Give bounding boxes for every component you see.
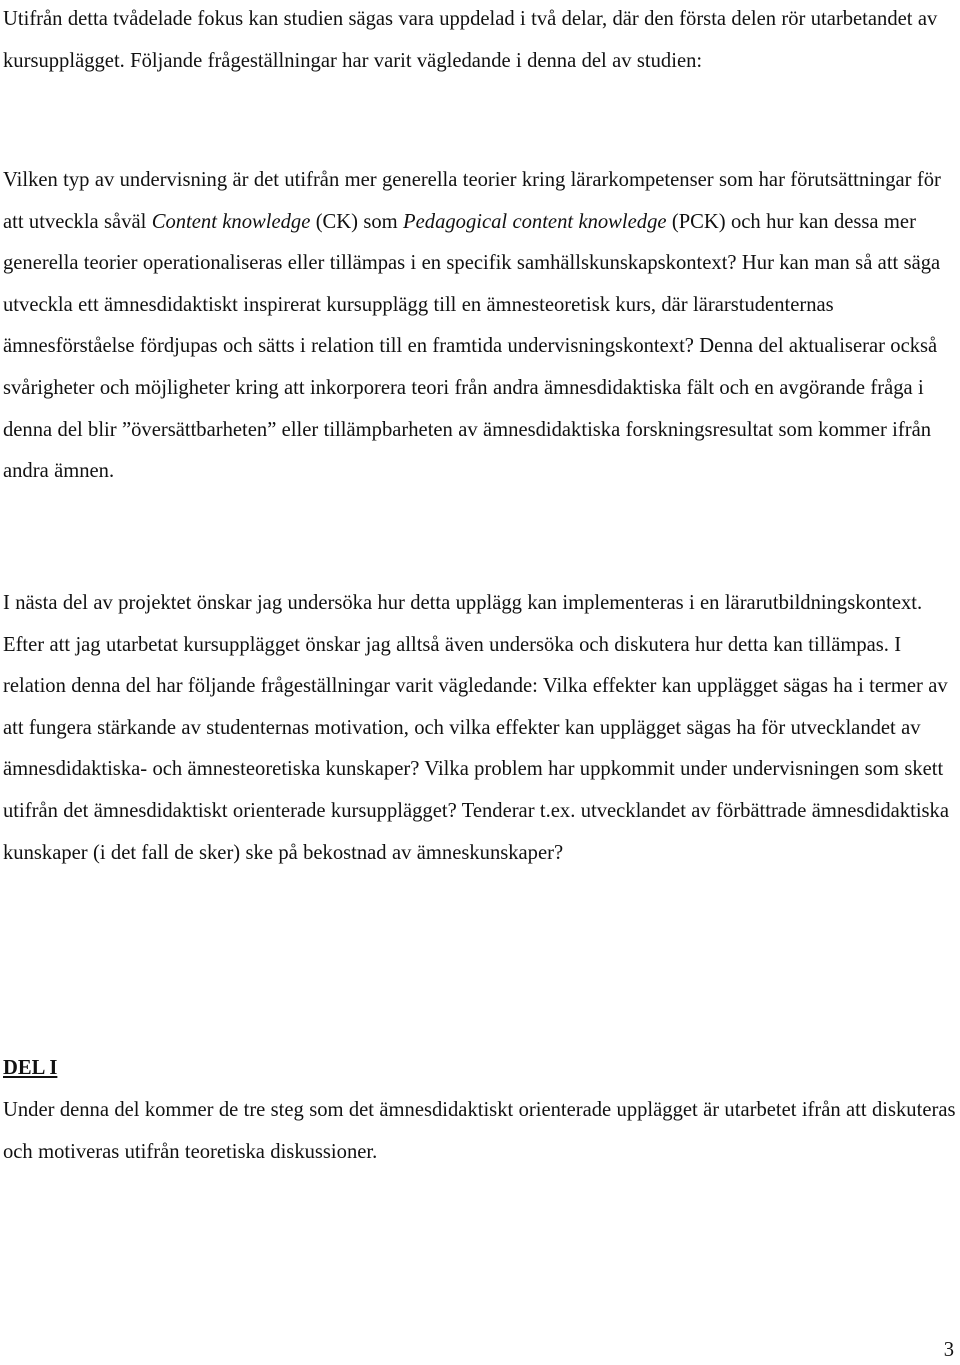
- section-heading: DEL I: [3, 1057, 58, 1079]
- term-content-knowledge: Content knowledge: [151, 210, 311, 233]
- paragraph-text: Vilken typ av undervisning är det utifrån mer generella teorier kring lärarkompetenser som har förutsättningar för att utveckla såväl: [3, 169, 941, 233]
- paragraph-intro: Utifrån detta tvådelade fokus kan studien sägas vara uppdelad i två delar, där den första delen rör utarbetandet av kursupplägget. Följande frågeställningar har varit vägledande i denna del av studien:: [3, 8, 938, 72]
- paragraph-text: (PCK) och hur kan dessa mer generella teorier operationaliseras eller tillämpas i en specifik samhällskunskapskontext? Hur kan man så att säga utveckla ett ämnesdidaktiskt inspirerat kursupplägg till en ämnesteoretisk kurs, där lärarstudenternas ämnesförståelse fördjupas och sätts i relation till en framtida undervisningskontext? Denna del aktualiserar också svårigheter och möjligheter kring att inkorporera teori från andra ämnesdidaktiska fält och en avgörande fråga i denna del blir ”översättbarheten” eller tillämpbarheten av ämnesdidaktiska forskningsresultat som kommer ifrån andra ämnen.: [3, 210, 941, 483]
- paragraph-research-questions-part2: I nästa del av projektet önskar jag undersöka hur detta upplägg kan implementeras i en lärarutbildningskontext. Efter att jag utarbetat kursupplägget önskar jag alltså även undersöka och diskutera hur detta kan tillämpas. I relation denna del har följande frågeställningar varit vägledande: Vilka effekter kan upplägget sägas ha i termer av att fungera stärkande av studenternas motivation, och vilka effekter kan upplägget sägas ha för utvecklandet av ämnesdidaktiska- och ämnesteoretiska kunskaper? Vilka problem har uppkommit under undervisningen som skett utifrån det ämnesdidaktiskt orienterade kursupplägget? Tenderar t.ex. utvecklandet av förbättrade ämnesdidaktiska kunskaper (i det fall de sker) ske på bekostnad av ämneskunskaper?: [3, 592, 949, 864]
- paragraph-text: (CK) som: [310, 210, 404, 233]
- page-number: 3: [943, 1339, 954, 1361]
- paragraph-research-questions-part1: [3, 160, 960, 493]
- term-pedagogical-content-knowledge: Pedagogical content knowledge: [403, 210, 667, 233]
- paragraph-section-intro: Under denna del kommer de tre steg som det ämnesdidaktiskt orienterade upplägget är utarbetet ifrån att diskuteras och motiveras utifrån teoretiska diskussioner.: [3, 1099, 956, 1163]
